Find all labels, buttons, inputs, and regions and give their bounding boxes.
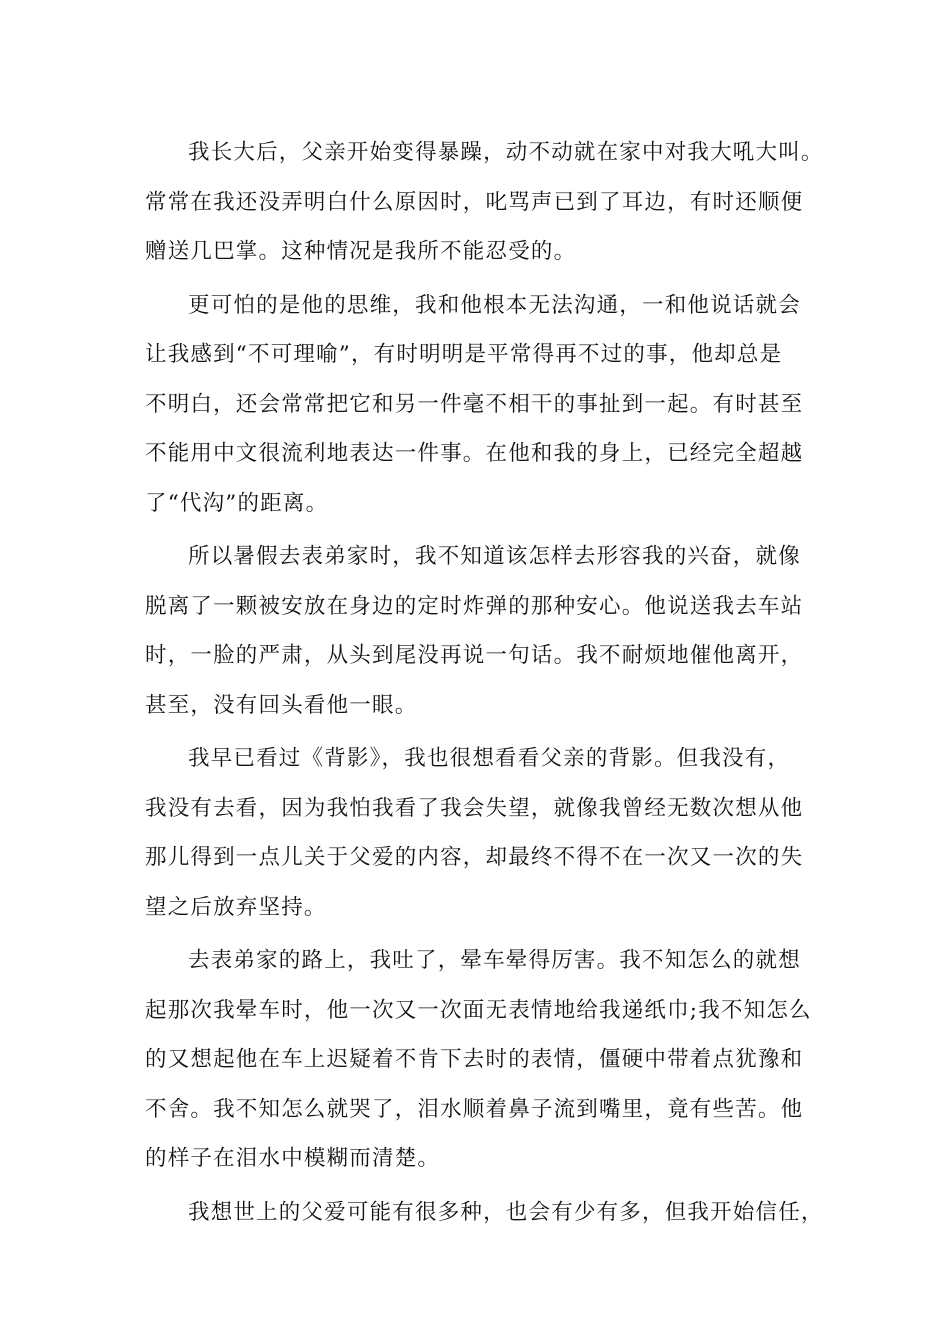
essay-body [145, 128, 825, 1241]
text-line: 让我感到“不可理喻”，有时明明是平常得再不过的事，他却总是 [145, 342, 783, 367]
paragraph-6 [145, 1188, 825, 1238]
text-line: 的又想起他在车上迟疑着不肯下去时的表情，僵硬中带着点犹豫和 [145, 1047, 804, 1072]
text-line: 的样子在泪水中模糊而清楚。 [145, 1146, 441, 1171]
text-line: 了“代沟”的距离。 [145, 490, 329, 516]
text-line: 更可怕的是他的思维，我和他根本无法沟通，一和他说话就会 [188, 292, 801, 318]
text-line: 不能用中文很流利地表达一件事。在他和我的身上，已经完全超越 [145, 441, 804, 466]
text-line: 赠送几巴掌。这种情况是我所不能忍受的。 [145, 239, 577, 264]
text-line: 我早已看过《背影》，我也很想看看父亲的背影。但我没有， [188, 746, 791, 771]
paragraph-4 [145, 734, 825, 932]
text-line: 时，一脸的严肃，从头到尾没再说一句话。我不耐烦地催他离开， [145, 643, 804, 668]
paragraph-5 [145, 936, 825, 1184]
paragraph-1 [145, 128, 825, 277]
text-line: 我长大后，父亲开始变得暴躁，动不动就在家中对我大吼大叫。 [188, 140, 824, 165]
text-line: 不明白，还会常常把它和另一件毫不相干的事扯到一起。有时甚至 [145, 391, 804, 417]
paragraph-3 [145, 532, 825, 730]
text-line: 望之后放弃坚持。 [145, 894, 327, 920]
text-line: 我想世上的父爱可能有很多种，也会有少有多，但我开始信任， [188, 1199, 824, 1225]
text-line: 起那次我晕车时，他一次又一次面无表情地给我递纸巾;我不知怎么 [145, 997, 812, 1023]
text-line: 我没有去看，因为我怕我看了我会失望，就像我曾经无数次想从他 [145, 795, 804, 821]
text-line: 去表弟家的路上，我吐了，晕车晕得厉害。我不知怎么的就想 [188, 948, 801, 973]
paragraph-2 [145, 281, 825, 529]
text-line: 常常在我还没弄明白什么原因时，叱骂声已到了耳边，有时还顺便 [145, 189, 804, 215]
text-line: 不舍。我不知怎么就哭了，泪水顺着鼻子流到嘴里，竟有些苦。他 [145, 1096, 804, 1122]
text-line: 那儿得到一点儿关于父爱的内容，却最终不得不在一次又一次的失 [145, 845, 804, 870]
text-line: 甚至，没有回头看他一眼。 [145, 692, 418, 718]
text-line: 所以暑假去表弟家时，我不知道该怎样去形容我的兴奋，就像 [188, 544, 801, 569]
text-line: 脱离了一颗被安放在身边的定时炸弹的那种安心。他说送我去车站 [145, 593, 804, 619]
